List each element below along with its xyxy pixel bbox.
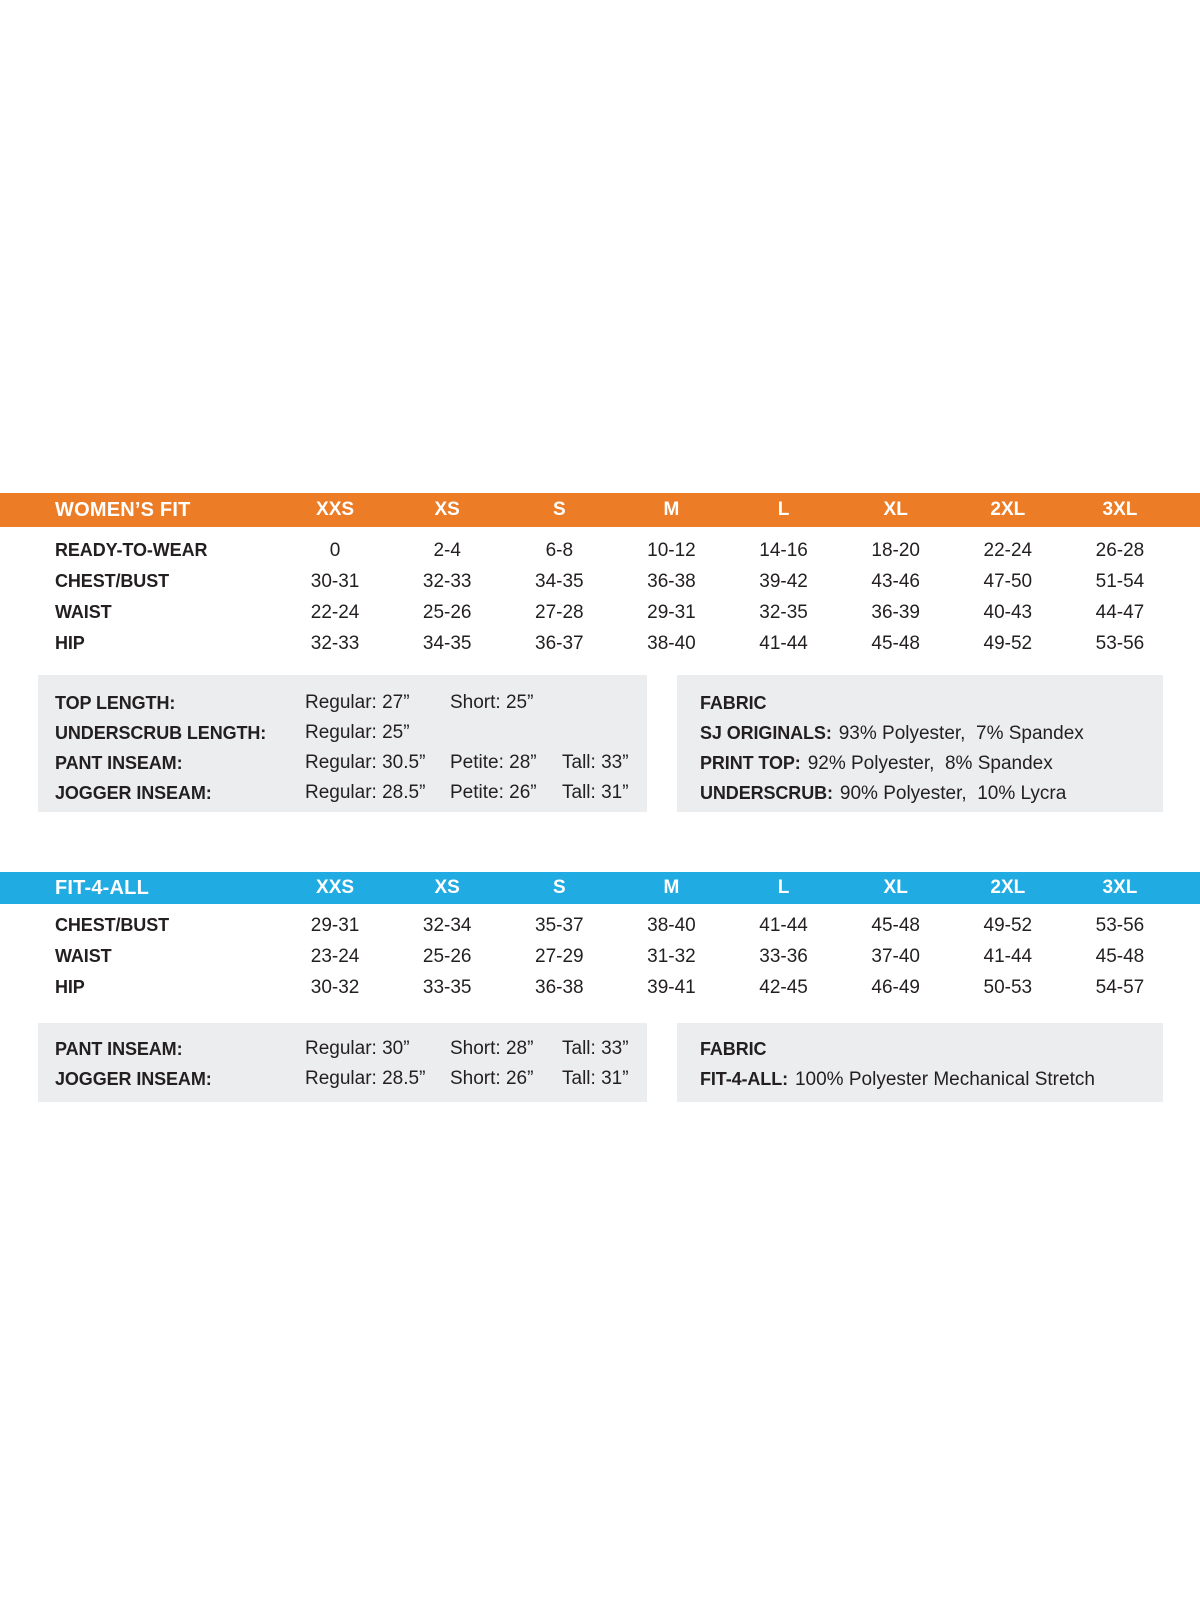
cell: 30-32 xyxy=(310,976,360,998)
size-header-xl: XL xyxy=(883,877,908,898)
table-row xyxy=(0,628,1200,659)
cell: 43-46 xyxy=(871,570,920,592)
length-label: JOGGER INSEAM: xyxy=(55,782,212,803)
cell: 49-52 xyxy=(983,632,1033,654)
table-row xyxy=(0,972,1200,1003)
fabric-value: 93% Polyester, 7% Spandex xyxy=(838,723,1084,744)
cell: 53-56 xyxy=(1095,632,1145,654)
length-row xyxy=(38,1034,647,1064)
fabric-value: 90% Polyester, 10% Lycra xyxy=(839,783,1067,804)
cell: 25-26 xyxy=(422,601,472,623)
size-header-3xl: 3XL xyxy=(1102,499,1138,520)
length-value: Petite: 26” xyxy=(450,782,537,803)
fabric-line xyxy=(700,1064,1163,1094)
cell: 45-48 xyxy=(1095,945,1145,967)
length-value: Tall: 33” xyxy=(562,752,629,773)
fabric-line xyxy=(700,778,1163,808)
cell: 41-44 xyxy=(759,632,808,654)
cell: 40-43 xyxy=(983,601,1033,623)
cell: 41-44 xyxy=(759,914,808,936)
size-header-m: M xyxy=(663,877,680,898)
length-value: Regular: 28.5” xyxy=(305,1068,426,1089)
cell: 10-12 xyxy=(647,539,696,561)
length-value: Regular: 27” xyxy=(305,692,410,713)
row-label: CHEST/BUST xyxy=(55,571,170,591)
size-header-xl: XL xyxy=(883,499,908,520)
cell: 54-57 xyxy=(1095,976,1145,998)
cell: 14-16 xyxy=(759,539,808,561)
cell: 46-49 xyxy=(871,976,920,998)
cell: 29-31 xyxy=(647,601,696,623)
cell: 22-24 xyxy=(983,539,1033,561)
cell: 23-24 xyxy=(310,945,360,967)
cell: 2-4 xyxy=(433,539,461,561)
length-label: PANT INSEAM: xyxy=(55,752,183,773)
cell: 49-52 xyxy=(983,914,1033,936)
cell: 39-42 xyxy=(759,570,808,592)
cell: 39-41 xyxy=(647,976,696,998)
row-label: CHEST/BUST xyxy=(55,915,170,935)
womens-fit-title: WOMEN’S FIT xyxy=(55,498,191,521)
cell: 32-34 xyxy=(422,914,472,936)
cell: 29-31 xyxy=(310,914,360,936)
fit4all-title: FIT-4-ALL xyxy=(55,876,150,899)
cell: 50-53 xyxy=(983,976,1033,998)
fabric-label: SJ ORIGINALS: xyxy=(700,723,832,743)
cell: 22-24 xyxy=(310,601,360,623)
cell: 53-56 xyxy=(1095,914,1145,936)
length-label: JOGGER INSEAM: xyxy=(55,1068,212,1089)
length-value: Tall: 31” xyxy=(562,782,629,803)
cell: 45-48 xyxy=(871,632,920,654)
fabric-label: FIT-4-ALL: xyxy=(700,1069,788,1089)
cell: 6-8 xyxy=(545,539,574,561)
cell: 33-35 xyxy=(422,976,472,998)
cell: 47-50 xyxy=(983,570,1033,592)
table-row xyxy=(0,597,1200,628)
length-value: Regular: 30.5” xyxy=(305,752,426,773)
size-header-m: M xyxy=(663,499,680,520)
fit4all-table xyxy=(0,910,1200,1003)
cell: 26-28 xyxy=(1095,539,1145,561)
length-value: Regular: 28.5” xyxy=(305,782,426,803)
cell: 36-37 xyxy=(535,632,584,654)
cell: 25-26 xyxy=(422,945,472,967)
size-header-l: L xyxy=(777,877,790,898)
cell: 34-35 xyxy=(535,570,584,592)
size-header-2xl: 2XL xyxy=(990,499,1026,520)
cell: 44-47 xyxy=(1095,601,1145,623)
fabric-value: 92% Polyester, 8% Spandex xyxy=(807,753,1053,774)
size-header-xs: XS xyxy=(434,877,460,898)
row-label: HIP xyxy=(55,633,85,653)
row-label: WAIST xyxy=(55,602,112,622)
length-value: Tall: 31” xyxy=(562,1068,629,1089)
fit4all-header-bar xyxy=(0,872,1200,904)
length-row xyxy=(38,718,647,748)
cell: 42-45 xyxy=(759,976,808,998)
length-row xyxy=(38,688,647,718)
cell: 37-40 xyxy=(871,945,920,967)
womens-fit-table xyxy=(0,535,1200,659)
cell: 34-35 xyxy=(422,632,472,654)
womens-fit-header-bar xyxy=(0,493,1200,527)
cell: 32-35 xyxy=(759,601,808,623)
table-row xyxy=(0,535,1200,566)
cell: 18-20 xyxy=(871,539,920,561)
length-value: Petite: 28” xyxy=(450,752,537,773)
length-label: PANT INSEAM: xyxy=(55,1038,183,1059)
cell: 36-38 xyxy=(535,976,584,998)
cell: 38-40 xyxy=(647,632,696,654)
cell: 27-29 xyxy=(535,945,584,967)
fabric-label: UNDERSCRUB: xyxy=(700,783,833,803)
cell: 45-48 xyxy=(871,914,920,936)
table-row xyxy=(0,910,1200,941)
size-header-s: S xyxy=(552,877,566,898)
size-header-xxs: XXS xyxy=(316,499,355,520)
size-header-3xl: 3XL xyxy=(1102,877,1138,898)
cell: 32-33 xyxy=(422,570,472,592)
cell: 31-32 xyxy=(647,945,696,967)
fabric-line xyxy=(700,748,1163,778)
cell: 32-33 xyxy=(310,632,360,654)
fit4all-fabric-box xyxy=(677,1023,1163,1102)
cell: 27-28 xyxy=(535,601,584,623)
table-row xyxy=(0,941,1200,972)
length-row xyxy=(38,748,647,778)
cell: 38-40 xyxy=(647,914,696,936)
cell: 0 xyxy=(329,539,341,561)
length-value: Short: 28” xyxy=(450,1038,534,1059)
womens-lengths-box xyxy=(38,675,647,812)
size-header-2xl: 2XL xyxy=(990,877,1026,898)
fabric-label: PRINT TOP: xyxy=(700,753,801,773)
fabric-value: 100% Polyester Mechanical Stretch xyxy=(794,1069,1095,1090)
table-row xyxy=(0,566,1200,597)
length-label: TOP LENGTH: xyxy=(55,692,176,713)
cell: 51-54 xyxy=(1095,570,1145,592)
fit4all-lengths-box xyxy=(38,1023,647,1102)
length-value: Short: 25” xyxy=(450,692,534,713)
womens-fabric-box xyxy=(677,675,1163,812)
length-row xyxy=(38,1064,647,1094)
cell: 36-38 xyxy=(647,570,696,592)
row-label: HIP xyxy=(55,977,85,997)
length-value: Regular: 30” xyxy=(305,1038,410,1059)
size-header-xxs: XXS xyxy=(316,877,355,898)
length-value: Short: 26” xyxy=(450,1068,534,1089)
cell: 36-39 xyxy=(871,601,920,623)
length-value: Regular: 25” xyxy=(305,722,410,743)
size-header-s: S xyxy=(552,499,566,520)
size-header-xs: XS xyxy=(434,499,460,520)
cell: 41-44 xyxy=(983,945,1033,967)
size-header-l: L xyxy=(777,499,790,520)
row-label: READY-TO-WEAR xyxy=(55,540,208,560)
fabric-line xyxy=(700,718,1163,748)
cell: 30-31 xyxy=(310,570,360,592)
fabric-title: FABRIC xyxy=(700,693,767,713)
cell: 35-37 xyxy=(535,914,584,936)
length-value: Tall: 33” xyxy=(562,1038,629,1059)
length-row xyxy=(38,778,647,808)
length-label: UNDERSCRUB LENGTH: xyxy=(55,722,267,743)
fabric-title: FABRIC xyxy=(700,1039,767,1059)
cell: 33-36 xyxy=(759,945,808,967)
row-label: WAIST xyxy=(55,946,112,966)
